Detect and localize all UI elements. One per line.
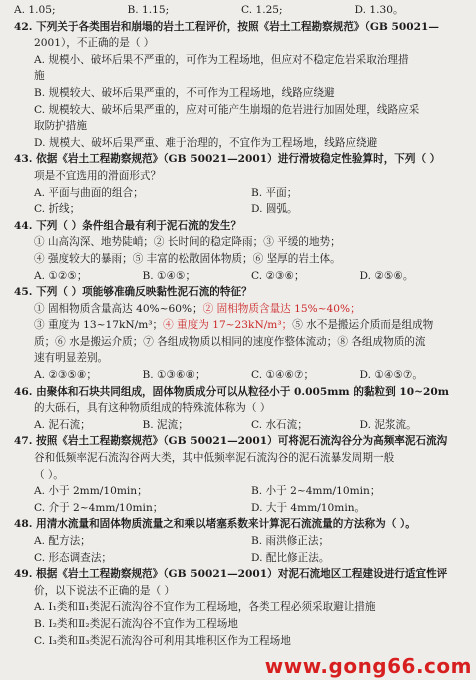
option: D. 1.30。 — [354, 4, 404, 16]
q46-options — [14, 417, 468, 434]
watermark: www.gong66.com — [264, 654, 472, 678]
q42-option-d: D. 规模大、破坏后果严重、难于治理的，不宜作为工程场地，线路应绕避 — [34, 136, 378, 149]
option: B. 雨洪修正法； — [251, 535, 330, 547]
q42-option-b: B. 规模较大、破坏后果严重的，不可作为工程场地，线路应绕避 — [34, 86, 335, 99]
q46-stem-cont: 的大砾石，具有这种物质组成的特殊流体称为（ ） — [34, 402, 271, 415]
option: A. 配方法； — [34, 535, 91, 547]
option: B. 平面； — [251, 186, 298, 199]
q49-option-c: C. Ⅰ₃类和Ⅱ₃类泥石流沟谷可利用其堆积区作为工程场地 — [34, 634, 291, 647]
q43-stem-cont: 项是不宜选用的滑面形式？ — [34, 169, 162, 182]
option: B. 小于 2~4mm/10min； — [251, 485, 381, 498]
option: C. 1.25; — [241, 4, 283, 16]
option: A. 泥石流； — [34, 418, 91, 431]
option: C. 折线； — [34, 203, 81, 216]
q44-options — [14, 268, 468, 285]
condition-highlight: ② 固相物质含量达 15%~40%； — [202, 302, 361, 315]
option: B. ①④⑤； — [142, 269, 197, 282]
q47-options-row1 — [14, 483, 468, 500]
q48-stem: 48. 用清水流量和固体物质流量之和乘以堵塞系数来计算泥石流流量的方法称为（ ）。 — [14, 518, 416, 531]
q45-conditions-3: 质；⑥ 水是搬运介质；⑦ 各组成物质以相同的速度作整体流动；⑧ 各组成物质的流 — [34, 335, 426, 348]
q43-stem: 43. 依据《岩土工程勘察规范》（GB 50021—2001）进行滑坡稳定性验算时，下列（ ） — [14, 153, 441, 166]
condition: ⑤ 水不是搬运介质而是组成物 — [292, 319, 434, 332]
q47-options-row2 — [14, 500, 468, 517]
condition: ③ 重度为 13~17kN/m³； — [34, 319, 164, 332]
option: D. 圆弧。 — [251, 203, 298, 216]
option: C. ①④⑥⑦； — [251, 369, 315, 382]
q42-stem-cont: 2001），不正确的是（ ） — [34, 37, 155, 50]
option: D. 大于 4mm/10min。 — [251, 501, 366, 514]
q46-stem: 46. 由聚体和石块共同组成，固体物质成分可以从粒径小于 0.005mm 的黏粒到 10~20m — [14, 385, 449, 398]
q47-stem-cont: 谷和低频率泥石流沟谷两大类，其中低频率泥石流沟谷的泥石流暴发周期一般 — [34, 452, 395, 465]
q45-conditions-1 — [14, 301, 468, 318]
q42-option-a-cont: 施 — [34, 70, 45, 83]
option: D. ①④⑤⑦。 — [359, 369, 423, 382]
option: B. ①③⑥⑧； — [142, 369, 206, 382]
q45-conditions-2 — [14, 317, 468, 334]
q43-options-row2 — [14, 201, 468, 218]
q44-conditions-2: ④ 强度较大的暴雨；⑤ 丰富的松散固体物质；⑥ 坚厚的岩土体。 — [34, 252, 341, 265]
q45-stem: 45. 下列（ ）项能够准确反映黏性泥石流的特征？ — [14, 286, 252, 299]
q45-options — [14, 367, 468, 384]
q47-stem-cont2: （ ）。 — [34, 468, 64, 481]
q49-option-b: B. Ⅰ₂类和Ⅱ₂类泥石流沟谷不宜作为工程场地 — [34, 617, 238, 630]
q44-stem: 44. 下列（ ）条件组合最有利于泥石流的发生？ — [14, 219, 242, 232]
option: A. ①②⑤； — [34, 269, 88, 282]
q49-stem: 49. 根据《岩土工程勘察规范》（GB 50021—2001）对泥石流地区工程建设进行适宜性评 — [14, 568, 448, 581]
option: A. ②③⑤⑧； — [34, 369, 97, 382]
option: B. 泥流； — [142, 418, 189, 431]
q42-option-c-cont: 取防护措施 — [34, 120, 87, 133]
q48-options-row1 — [14, 533, 468, 550]
option: A. 1.05; — [14, 4, 56, 16]
q42-option-a: A. 规模小、破坏后果不严重的，可作为工程场地，但应对不稳定危岩采取治理措 — [34, 53, 409, 66]
q42-option-c: C. 规模较大、破坏后果严重的，应对可能产生崩塌的危岩进行加固处理，线路应采 — [34, 103, 420, 116]
q47-stem: 47. 按照《岩土工程勘察规范》（GB 50021—2001）可将泥石流沟谷分为高频率泥石流沟 — [14, 435, 448, 448]
option: D. 配比修正法。 — [251, 551, 330, 564]
option: B. 1.15; — [127, 4, 170, 16]
option: C. 形态调查法； — [34, 551, 113, 564]
option: C. 水石流； — [251, 418, 308, 431]
option: D. 泥浆流。 — [359, 418, 417, 431]
q44-conditions-1: ① 山高沟深、地势陡峭；② 长时间的稳定降雨；③ 平缓的地势； — [34, 236, 341, 249]
q49-stem-cont: 价，以下说法不正确的是（ ） — [34, 584, 176, 597]
option: A. 平面与曲面的组合； — [34, 186, 144, 199]
q45-conditions-4: 速有明显差别。 — [34, 352, 109, 365]
option: A. 小于 2mm/10min； — [34, 485, 148, 498]
q42-stem: 42. 下列关于各类围岩和崩塌的岩土工程评价，按照《岩土工程勘察规范》（GB 50021— — [14, 20, 439, 33]
q49-option-a: A. Ⅰ₁类和Ⅱ₁类泥石流沟谷不宜作为工程场地，各类工程必须采取避让措施 — [34, 601, 376, 614]
condition: ① 固相物质含量高达 40%~60%； — [34, 302, 203, 315]
option: C. 介于 2~4mm/10min； — [34, 501, 164, 514]
option: D. ②⑤⑥。 — [359, 269, 414, 282]
option: C. ②③⑥； — [251, 269, 305, 282]
q43-options-row1 — [14, 185, 468, 202]
q48-options-row2 — [14, 550, 468, 567]
condition-highlight: ④ 重度为 17~23kN/m³； — [163, 319, 293, 332]
q41-options — [14, 2, 468, 19]
